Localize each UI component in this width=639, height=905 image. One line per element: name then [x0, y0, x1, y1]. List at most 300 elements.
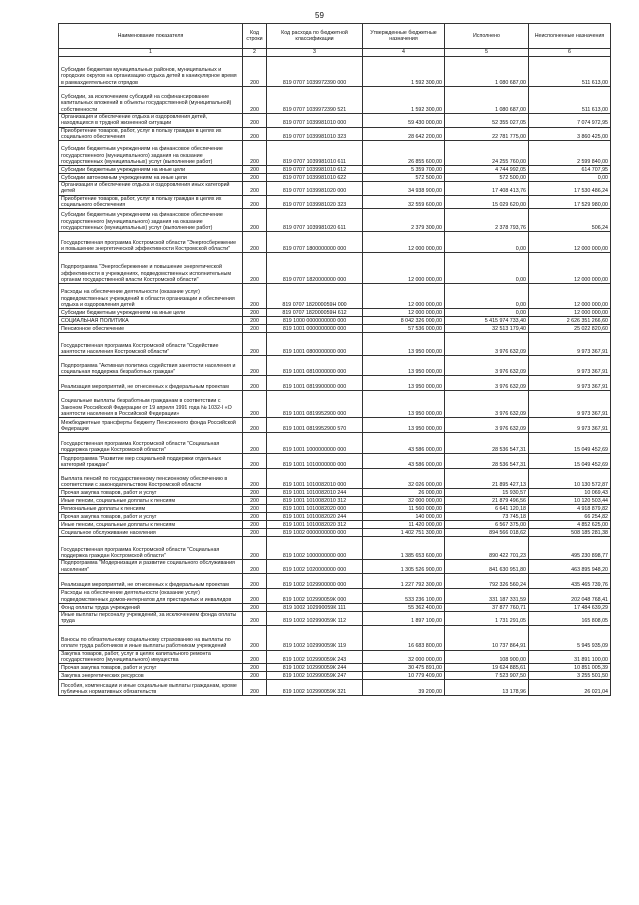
row-approved: 28 642 200,00: [363, 127, 445, 141]
table-row: [59, 333, 611, 356]
row-budget-code: 819 0707 1039981010 323: [267, 127, 363, 141]
row-executed: 2 378 793,76: [445, 209, 529, 232]
row-approved: 1 592 300,00: [363, 57, 445, 87]
row-name: Подпрограмма "Активная политика содействия занятости населения и социальная поддержка безработных граждан": [59, 356, 243, 376]
row-approved: 13 950 000,00: [363, 333, 445, 356]
row-name: Организация и обеспечение отдыха и оздоровления иных категорий детей: [59, 182, 243, 196]
row-approved: 32 000 000,00: [363, 650, 445, 664]
row-line-code: 200: [243, 87, 267, 114]
row-executed: 6 641 120,18: [445, 505, 529, 513]
header-indicator-name: Наименование показателя: [59, 24, 243, 49]
row-budget-code: 819 0707 1039972390 521: [267, 87, 363, 114]
page-number: 59: [315, 11, 324, 20]
row-line-code: 200: [243, 529, 267, 537]
row-executed: 108 900,00: [445, 650, 529, 664]
row-budget-code: 819 1001 1010082020 000: [267, 505, 363, 513]
row-executed: 73 745,18: [445, 513, 529, 521]
column-number-row: [59, 49, 611, 57]
row-unexecuted: 9 973 367,91: [529, 391, 611, 418]
table-row: [59, 317, 611, 325]
table-row: [59, 325, 611, 333]
row-name: Государственная программа Костромской области "Социальная поддержка граждан Костромской области": [59, 537, 243, 560]
row-executed: 37 877 760,71: [445, 603, 529, 611]
row-name: Приобретение товаров, работ, услуг в пользу граждан в целях их социального обеспечения: [59, 195, 243, 209]
row-unexecuted: 614 707,95: [529, 166, 611, 174]
row-line-code: 200: [243, 469, 267, 489]
row-approved: 26 000,00: [363, 489, 445, 497]
row-line-code: 200: [243, 57, 267, 87]
row-unexecuted: 3 860 425,00: [529, 127, 611, 141]
row-approved: 16 683 800,00: [363, 625, 445, 650]
table-row: [59, 57, 611, 87]
row-line-code: 200: [243, 182, 267, 196]
row-budget-code: 819 1002 102990059К 244: [267, 664, 363, 672]
row-unexecuted: 9 973 367,91: [529, 333, 611, 356]
row-approved: 13 950 000,00: [363, 376, 445, 391]
column-number: 5: [445, 49, 529, 57]
row-line-code: 200: [243, 650, 267, 664]
table-row: [59, 664, 611, 672]
header-unexecuted: Неисполненные назначения: [529, 24, 611, 49]
row-executed: 21 879 496,56: [445, 497, 529, 505]
table-row: [59, 521, 611, 529]
row-unexecuted: 12 000 000,00: [529, 284, 611, 309]
table-row: [59, 680, 611, 696]
row-name: Фонд оплаты труда учреждений: [59, 603, 243, 611]
row-line-code: 200: [243, 537, 267, 560]
row-unexecuted: 0,00: [529, 174, 611, 182]
row-executed: 15 930,57: [445, 489, 529, 497]
table-row: [59, 537, 611, 560]
row-unexecuted: 10 851 005,39: [529, 664, 611, 672]
row-unexecuted: 165 808,05: [529, 611, 611, 625]
row-name: Субсидии автономным учреждениям на иные цели: [59, 174, 243, 182]
column-number: 6: [529, 49, 611, 57]
row-name: Субсидии, за исключением субсидий на софинансирование капитальных вложений в объекты государственной (муниципальной) собственности: [59, 87, 243, 114]
row-unexecuted: 17 530 486,24: [529, 182, 611, 196]
row-approved: 8 042 326 000,00: [363, 317, 445, 325]
row-budget-code: 819 1001 0819952900 000: [267, 391, 363, 418]
row-unexecuted: 2 626 351 266,60: [529, 317, 611, 325]
row-approved: 13 950 000,00: [363, 356, 445, 376]
row-approved: 43 586 000,00: [363, 433, 445, 454]
table-row: [59, 127, 611, 141]
row-line-code: 200: [243, 376, 267, 391]
row-budget-code: 819 1001 0810000000 000: [267, 356, 363, 376]
table-row: [59, 253, 611, 284]
row-approved: 30 475 891,00: [363, 664, 445, 672]
row-executed: 6 567 375,00: [445, 521, 529, 529]
row-executed: 894 566 018,62: [445, 529, 529, 537]
row-name: Межбюджетные трансферты бюджету Пенсионного фонда Российской Федерации: [59, 418, 243, 433]
row-executed: 841 630 951,80: [445, 560, 529, 574]
row-approved: 26 855 600,00: [363, 141, 445, 166]
table-row: [59, 505, 611, 513]
row-budget-code: 819 0707 1039981010 000: [267, 114, 363, 128]
row-name: Расходы на обеспечение деятельности (оказание услуг) подведомственных учреждений в области организации и обеспечения отдыха и оздоровления детей: [59, 284, 243, 309]
row-approved: 12 000 000,00: [363, 309, 445, 317]
row-unexecuted: 9 973 367,91: [529, 356, 611, 376]
row-budget-code: 819 1001 1010082010 244: [267, 489, 363, 497]
row-unexecuted: 12 000 000,00: [529, 253, 611, 284]
row-name: Иные пенсии, социальные доплаты к пенсиям: [59, 521, 243, 529]
row-line-code: 200: [243, 284, 267, 309]
row-executed: 3 976 632,09: [445, 391, 529, 418]
table-row: [59, 672, 611, 680]
row-budget-code: 819 1002 1000000000 000: [267, 537, 363, 560]
row-approved: 12 000 000,00: [363, 284, 445, 309]
row-name: Субсидии бюджетным учреждениям на иные цели: [59, 166, 243, 174]
row-approved: 11 420 000,00: [363, 521, 445, 529]
row-executed: 1 080 687,00: [445, 87, 529, 114]
row-name: Организация и обеспечение отдыха и оздоровления детей, находящихся в трудной жизненной ситуации: [59, 114, 243, 128]
row-executed: 19 624 885,61: [445, 664, 529, 672]
row-approved: 2 379 300,00: [363, 209, 445, 232]
table-row: [59, 625, 611, 650]
row-approved: 32 559 600,00: [363, 195, 445, 209]
row-line-code: 200: [243, 454, 267, 469]
row-budget-code: 819 0707 1039981020 323: [267, 195, 363, 209]
row-line-code: 200: [243, 232, 267, 253]
row-line-code: 200: [243, 309, 267, 317]
row-executed: 15 029 620,00: [445, 195, 529, 209]
row-line-code: 200: [243, 174, 267, 182]
header-executed: Исполнено: [445, 24, 529, 49]
table-row: [59, 284, 611, 309]
row-line-code: 200: [243, 625, 267, 650]
row-budget-code: 819 1002 102990059К 112: [267, 611, 363, 625]
row-name: Иные выплаты персоналу учреждений, за исключением фонда оплаты труда: [59, 611, 243, 625]
row-budget-code: 819 0707 1039981010 622: [267, 174, 363, 182]
row-approved: 140 000,00: [363, 513, 445, 521]
column-number: 3: [267, 49, 363, 57]
row-approved: 59 430 000,00: [363, 114, 445, 128]
row-name: Пособия, компенсации и иные социальные выплаты гражданам, кроме публичных нормативных обязательств: [59, 680, 243, 696]
row-approved: 34 938 900,00: [363, 182, 445, 196]
row-line-code: 200: [243, 680, 267, 696]
row-unexecuted: 511 613,00: [529, 87, 611, 114]
row-name: Субсидии бюджетам муниципальных районов, муниципальных и городских округов на организацию отдыха детей в каникулярное время в рамкахдеятельности отрядов: [59, 57, 243, 87]
row-budget-code: 819 1001 1010082010 312: [267, 497, 363, 505]
row-unexecuted: 31 891 100,00: [529, 650, 611, 664]
row-name: Расходы на обеспечение деятельности (оказание услуг) подведомственных домов-интернатов для престарелых и инвалидов: [59, 588, 243, 603]
table-row: [59, 418, 611, 433]
row-unexecuted: 17 529 980,00: [529, 195, 611, 209]
row-executed: 3 976 632,09: [445, 376, 529, 391]
row-name: Пенсионное обеспечение: [59, 325, 243, 333]
table-row: [59, 497, 611, 505]
row-budget-code: 819 0707 1039972390 000: [267, 57, 363, 87]
table-row: [59, 166, 611, 174]
row-approved: 1 402 751 300,00: [363, 529, 445, 537]
row-budget-code: 819 1001 0819900000 000: [267, 376, 363, 391]
row-budget-code: 819 1001 1010000000 000: [267, 454, 363, 469]
row-executed: 28 536 547,31: [445, 433, 529, 454]
row-executed: 13 178,96: [445, 680, 529, 696]
row-line-code: 200: [243, 253, 267, 284]
row-budget-code: 819 1001 0819952900 570: [267, 418, 363, 433]
row-budget-code: 819 0707 1820000000 000: [267, 253, 363, 284]
row-line-code: 200: [243, 489, 267, 497]
row-line-code: 200: [243, 573, 267, 588]
row-executed: 3 976 632,09: [445, 333, 529, 356]
row-approved: 11 560 000,00: [363, 505, 445, 513]
table-row: [59, 573, 611, 588]
row-name: Прочая закупка товаров, работ и услуг: [59, 513, 243, 521]
row-line-code: 200: [243, 114, 267, 128]
row-name: Прочая закупка товаров, работ и услуг: [59, 664, 243, 672]
column-number: 4: [363, 49, 445, 57]
row-name: Взносы по обязательному социальному страхованию на выплаты по оплате труда работников и иные выплаты работникам учреждений: [59, 625, 243, 650]
row-line-code: 200: [243, 195, 267, 209]
table-row: [59, 489, 611, 497]
row-budget-code: 819 1002 102990059К 111: [267, 603, 363, 611]
row-unexecuted: 66 254,82: [529, 513, 611, 521]
row-executed: 890 422 701,23: [445, 537, 529, 560]
row-budget-code: 819 0707 1039981010 612: [267, 166, 363, 174]
row-line-code: 200: [243, 513, 267, 521]
row-executed: 28 536 547,31: [445, 454, 529, 469]
row-approved: 533 236 100,00: [363, 588, 445, 603]
row-unexecuted: 9 973 367,91: [529, 418, 611, 433]
table-row: [59, 309, 611, 317]
row-line-code: 200: [243, 209, 267, 232]
row-budget-code: 819 1001 1010082020 312: [267, 521, 363, 529]
row-executed: 572 500,00: [445, 174, 529, 182]
row-budget-code: 819 0707 182000059Н 612: [267, 309, 363, 317]
row-line-code: 200: [243, 418, 267, 433]
table-row: [59, 376, 611, 391]
row-unexecuted: 12 000 000,00: [529, 232, 611, 253]
row-unexecuted: 2 599 840,00: [529, 141, 611, 166]
table-row: [59, 513, 611, 521]
row-name: Социальные выплаты безработным гражданам в соответствии с Законом Российской Федерации от 19 апреля 1991 года № 1032-I «О занятости населения в Российской Федерации»: [59, 391, 243, 418]
row-executed: 22 781 775,00: [445, 127, 529, 141]
row-name: СОЦИАЛЬНАЯ ПОЛИТИКА: [59, 317, 243, 325]
row-budget-code: 819 1002 102990059К 247: [267, 672, 363, 680]
row-line-code: 200: [243, 141, 267, 166]
row-unexecuted: 495 230 898,77: [529, 537, 611, 560]
table-row: [59, 195, 611, 209]
row-unexecuted: 508 185 281,38: [529, 529, 611, 537]
row-approved: 5 359 700,00: [363, 166, 445, 174]
row-executed: 0,00: [445, 284, 529, 309]
row-budget-code: 819 1002 102990059К 000: [267, 588, 363, 603]
table-header-row: [59, 24, 611, 49]
row-unexecuted: 4 852 625,00: [529, 521, 611, 529]
row-approved: 10 779 409,00: [363, 672, 445, 680]
row-line-code: 200: [243, 497, 267, 505]
row-unexecuted: 12 000 000,00: [529, 309, 611, 317]
row-approved: 32 000 000,00: [363, 497, 445, 505]
row-line-code: 200: [243, 333, 267, 356]
row-executed: 0,00: [445, 253, 529, 284]
row-executed: 0,00: [445, 232, 529, 253]
row-budget-code: 819 1002 102990059К 321: [267, 680, 363, 696]
row-approved: 13 950 000,00: [363, 418, 445, 433]
row-unexecuted: 15 049 452,69: [529, 454, 611, 469]
row-unexecuted: 25 022 820,60: [529, 325, 611, 333]
row-executed: 4 744 992,05: [445, 166, 529, 174]
row-name: Закупка товаров, работ, услуг в целях капитального ремонта государственного (муниципального) имущества: [59, 650, 243, 664]
row-unexecuted: 10 130 572,87: [529, 469, 611, 489]
row-approved: 1 227 792 300,00: [363, 573, 445, 588]
row-approved: 55 362 400,00: [363, 603, 445, 611]
row-line-code: 200: [243, 505, 267, 513]
row-unexecuted: 463 895 948,20: [529, 560, 611, 574]
row-unexecuted: 435 465 739,76: [529, 573, 611, 588]
row-budget-code: 819 0707 1039981020 000: [267, 182, 363, 196]
row-approved: 32 026 000,00: [363, 469, 445, 489]
row-name: Подпрограмма "Модернизация и развитие социального обслуживания населения": [59, 560, 243, 574]
row-executed: 0,00: [445, 309, 529, 317]
row-budget-code: 819 1001 0800000000 000: [267, 333, 363, 356]
header-approved: Утвержденные бюджетные назначения: [363, 24, 445, 49]
row-name: Реализация мероприятий, не отнесенных к федеральным проектам: [59, 573, 243, 588]
row-name: Прочая закупка товаров, работ и услуг: [59, 489, 243, 497]
table-row: [59, 603, 611, 611]
table-row: [59, 182, 611, 196]
row-approved: 12 000 000,00: [363, 232, 445, 253]
row-budget-code: 819 0707 182000059Н 000: [267, 284, 363, 309]
row-name: Государственная программа Костромской области "Социальная поддержка граждан Костромской области": [59, 433, 243, 454]
table-row: [59, 650, 611, 664]
row-unexecuted: 7 074 972,95: [529, 114, 611, 128]
column-number: 2: [243, 49, 267, 57]
row-executed: 52 355 027,05: [445, 114, 529, 128]
row-unexecuted: 10 069,43: [529, 489, 611, 497]
row-budget-code: 819 1001 1010082020 244: [267, 513, 363, 521]
row-unexecuted: 26 021,04: [529, 680, 611, 696]
table-row: [59, 454, 611, 469]
row-unexecuted: 15 049 452,69: [529, 433, 611, 454]
row-executed: 792 326 560,24: [445, 573, 529, 588]
row-line-code: 200: [243, 560, 267, 574]
row-name: Субсидии бюджетным учреждениям на иные цели: [59, 309, 243, 317]
row-executed: 331 187 331,59: [445, 588, 529, 603]
row-executed: 5 415 974 733,40: [445, 317, 529, 325]
row-unexecuted: 17 484 639,29: [529, 603, 611, 611]
row-line-code: 200: [243, 588, 267, 603]
row-executed: 10 737 864,91: [445, 625, 529, 650]
row-name: Субсидии бюджетным учреждениям на финансовое обеспечение государственного (муниципального) задания на оказание государственных (муниципальных) услуг (выполнение работ): [59, 141, 243, 166]
table-row: [59, 391, 611, 418]
row-unexecuted: 511 613,00: [529, 57, 611, 87]
table-row: [59, 433, 611, 454]
table-row: [59, 114, 611, 128]
table-row: [59, 588, 611, 603]
table-row: [59, 529, 611, 537]
row-name: Реализация мероприятий, не отнесенных к федеральным проектам: [59, 376, 243, 391]
table-row: [59, 469, 611, 489]
row-approved: 57 536 000,00: [363, 325, 445, 333]
row-budget-code: 819 1002 102990059К 119: [267, 625, 363, 650]
row-unexecuted: 10 120 503,44: [529, 497, 611, 505]
row-executed: 24 255 760,00: [445, 141, 529, 166]
row-line-code: 200: [243, 166, 267, 174]
table-row: [59, 209, 611, 232]
table-row: [59, 356, 611, 376]
row-unexecuted: 506,24: [529, 209, 611, 232]
row-budget-code: 819 0707 1039981010 611: [267, 141, 363, 166]
row-line-code: 200: [243, 317, 267, 325]
row-approved: 1 385 653 600,00: [363, 537, 445, 560]
row-name: Подпрограмма "Энергосбережение и повышение энергетической эффективности в учреждениях, подведомственных исполнительным органам государственной власти Костромской области": [59, 253, 243, 284]
row-unexecuted: 3 255 501,50: [529, 672, 611, 680]
row-line-code: 200: [243, 672, 267, 680]
row-line-code: 200: [243, 521, 267, 529]
row-name: Социальное обслуживание населения: [59, 529, 243, 537]
column-number: 1: [59, 49, 243, 57]
row-budget-code: 819 1002 0000000000 000: [267, 529, 363, 537]
row-name: Подпрограмма "Развитие мер социальной поддержки отдельных категорий граждан": [59, 454, 243, 469]
row-budget-code: 819 0707 1800000000 000: [267, 232, 363, 253]
row-line-code: 200: [243, 433, 267, 454]
row-line-code: 200: [243, 325, 267, 333]
row-name: Выплата пенсий по государственному пенсионному обеспечению в соответствии с законодательством Костромской области: [59, 469, 243, 489]
row-unexecuted: 5 945 935,09: [529, 625, 611, 650]
row-budget-code: 819 1001 1010082010 000: [267, 469, 363, 489]
row-approved: 1 592 300,00: [363, 87, 445, 114]
table-row: [59, 141, 611, 166]
row-name: Иные пенсии, социальные доплаты к пенсиям: [59, 497, 243, 505]
row-executed: 7 523 907,50: [445, 672, 529, 680]
row-line-code: 200: [243, 611, 267, 625]
row-name: Приобретение товаров, работ, услуг в пользу граждан в целях их социального обеспечения: [59, 127, 243, 141]
row-approved: 1 897 100,00: [363, 611, 445, 625]
row-budget-code: 819 1002 1029900000 000: [267, 573, 363, 588]
row-executed: 3 976 632,09: [445, 418, 529, 433]
row-approved: 1 305 526 900,00: [363, 560, 445, 574]
row-name: Закупка энергетических ресурсов: [59, 672, 243, 680]
row-name: Региональные доплаты к пенсиям: [59, 505, 243, 513]
row-approved: 572 500,00: [363, 174, 445, 182]
row-line-code: 200: [243, 391, 267, 418]
row-budget-code: 819 1000 0000000000 000: [267, 317, 363, 325]
row-unexecuted: 9 973 367,91: [529, 376, 611, 391]
table-row: [59, 232, 611, 253]
row-unexecuted: 202 048 768,41: [529, 588, 611, 603]
row-budget-code: 819 1001 0000000000 000: [267, 325, 363, 333]
table-row: [59, 174, 611, 182]
row-name: Государственная программа Костромской области "Энергосбережение и повышение энергетической эффективности Костромской области": [59, 232, 243, 253]
budget-execution-table: [58, 23, 611, 696]
row-executed: 1 080 687,00: [445, 57, 529, 87]
row-executed: 21 895 427,13: [445, 469, 529, 489]
row-line-code: 200: [243, 664, 267, 672]
header-line-code: Код строки: [243, 24, 267, 49]
table-body: [59, 57, 611, 696]
row-executed: 32 513 179,40: [445, 325, 529, 333]
row-approved: 13 950 000,00: [363, 391, 445, 418]
header-budget-code: Код расхода по бюджетной классификации: [267, 24, 363, 49]
table-row: [59, 611, 611, 625]
row-line-code: 200: [243, 127, 267, 141]
table-row: [59, 87, 611, 114]
row-line-code: 200: [243, 603, 267, 611]
row-unexecuted: 4 918 879,82: [529, 505, 611, 513]
row-budget-code: 819 1001 1000000000 000: [267, 433, 363, 454]
row-approved: 43 586 000,00: [363, 454, 445, 469]
row-approved: 12 000 000,00: [363, 253, 445, 284]
row-approved: 39 200,00: [363, 680, 445, 696]
row-executed: 1 731 291,05: [445, 611, 529, 625]
row-name: Субсидии бюджетным учреждениям на финансовое обеспечение государственного (муниципального) задания на оказание государственных (муниципальных) услуг (выполнение работ): [59, 209, 243, 232]
row-executed: 17 408 413,76: [445, 182, 529, 196]
row-budget-code: 819 1002 1020000000 000: [267, 560, 363, 574]
row-line-code: 200: [243, 356, 267, 376]
row-executed: 3 976 632,09: [445, 356, 529, 376]
